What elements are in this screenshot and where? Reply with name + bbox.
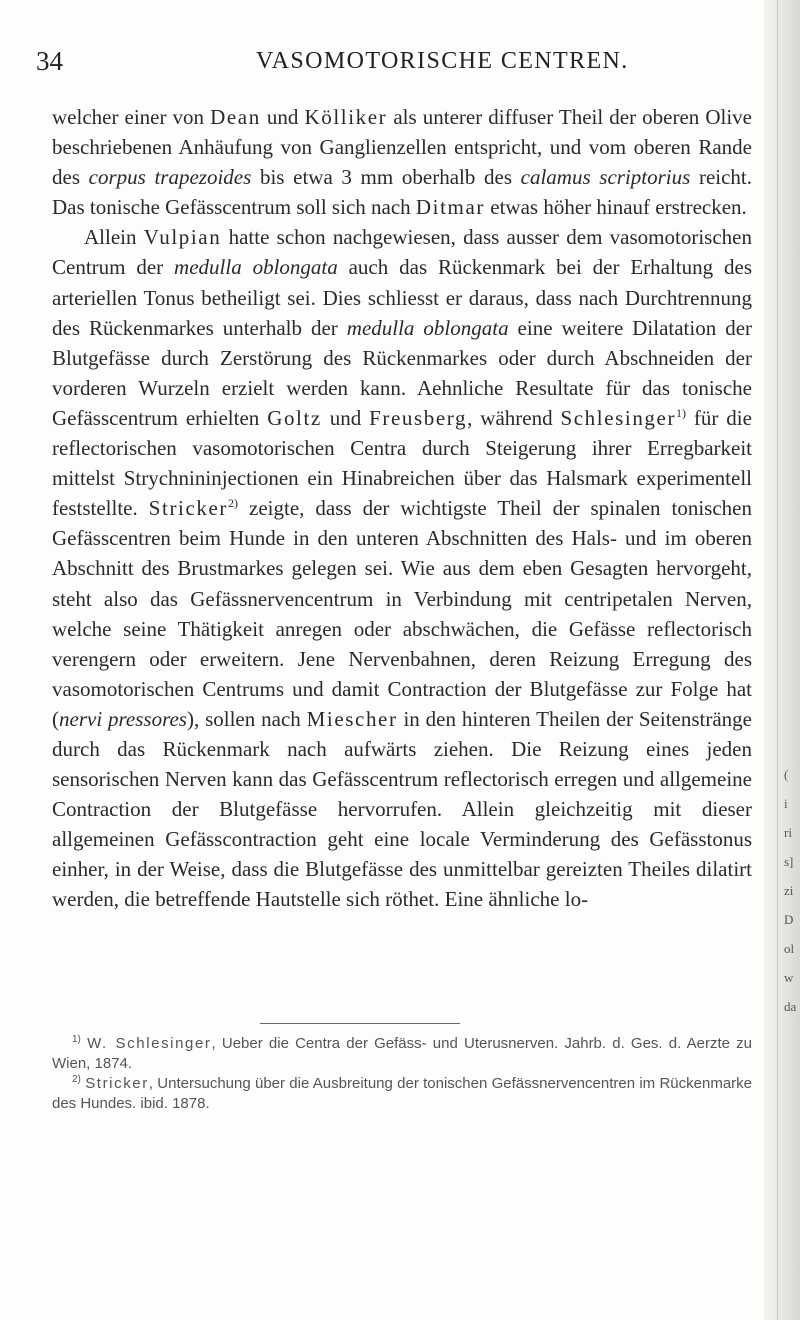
text-run: zeigte, dass der wichtigste Theil der spinalen tonischen Gefässcentren beim Hunde in den unteren Abschnitten des Hals- und im oberen Abschnitt des Brustmarkes gelegen sei. Wie aus dem eben Gesagten hervorgeht, steht also das Gefässnervencentrum in Verbindung mit centripetalen Nerven, welche seine Thätigkeit anregen oder abschwächen, die Gefässe reflectorisch verengern oder erweitern. Jene Nervenbahnen, deren Reizung Erregung des vasomotorischen Centrums und damit Contraction der Blutgefässe zur Folge hat ( (52, 496, 752, 731)
margin-fragment: w (784, 970, 794, 985)
footnote-2 (52, 1074, 752, 1114)
author-name: Dean (210, 105, 261, 129)
footnote-ref[interactable]: 2) (228, 496, 239, 511)
text-run: und (321, 405, 370, 430)
margin-fragment: da (784, 999, 797, 1014)
text-run: als unterer diffuser Theil der oberen Olive beschriebenen Anhäufung von Ganglienzellen entspricht, und vom oberen Rande des (52, 105, 752, 190)
text-run: etwas höher hinauf erstrecken. (485, 195, 747, 220)
text-run: reicht. Das tonische Gefässcentrum soll sich nach (52, 165, 752, 220)
facing-page-edge (764, 0, 800, 1320)
footnote-mark: 1) (72, 1034, 81, 1045)
margin-fragment: i (784, 796, 788, 811)
latin-term: calamus scriptorius (520, 165, 691, 190)
text-run: hatte schon nachgewiesen, dass ausser dem vasomotorischen Centrum der (52, 225, 752, 280)
page-header (36, 46, 752, 86)
page-gutter-line (777, 0, 778, 1320)
latin-term: medulla oblongata (174, 255, 338, 280)
text-run: eine weitere Dilatation der Blutgefässe durch Zerstörung des Rückenmarkes oder durch Abschneiden der vorderen Wurzeln erzielt werden kann. Aehnliche Resultate für das tonische Gefässcentrum erhielten (52, 315, 753, 430)
author-name: Schlesinger (560, 405, 677, 430)
margin-fragment: zi (784, 883, 794, 898)
text-run: Allein (84, 225, 144, 250)
body-text (52, 102, 752, 915)
text-run: für die reflectorischen vasomotorischen Centra durch Steigerung ihrer Erregbarkeit mittelst Strychnininjectionen ein Hinabreichen über das Halsmark experimentell feststellte. (52, 405, 752, 521)
footnote-rule (260, 1023, 460, 1024)
margin-fragment: ri (784, 825, 792, 840)
latin-term: medulla oblongata (346, 315, 509, 340)
text-run: ), sollen nach (186, 706, 307, 731)
margin-fragment: ol (784, 941, 795, 956)
page-number: 34 (36, 46, 63, 76)
footnote-text: , Untersuchung über die Ausbreitung der tonischen Gefässnervencentren im Rückenmarke des Hundes. ibid. 1878. (52, 1075, 752, 1112)
running-title: VASOMOTORISCHE CENTREN. (256, 48, 629, 74)
latin-term: nervi pressores (59, 706, 187, 731)
text-run: und (260, 105, 305, 129)
author-name: Vulpian (143, 225, 222, 250)
author-name: Goltz (267, 405, 322, 430)
margin-fragment: D (784, 912, 794, 927)
margin-fragment: ( (784, 767, 789, 782)
author-name: Miescher (306, 706, 398, 731)
author-name: Stricker (85, 1075, 149, 1092)
footnote-1 (52, 1034, 752, 1074)
margin-fragment: s] (784, 854, 794, 869)
text-run: welcher einer von (52, 105, 211, 129)
footnote-ref[interactable]: 1) (676, 405, 687, 420)
author-name: W. Schlesinger (87, 1035, 212, 1052)
author-name: Kölliker (304, 105, 388, 129)
author-name: Stricker (148, 496, 229, 521)
author-name: Freusberg (369, 405, 468, 430)
text-run: , während (467, 405, 561, 430)
text-run: auch das Rückenmark bei der Erhaltung des arteriellen Tonus betheiligt sei. Dies schliesst er daraus, dass nach Durchtrennung des Rückenmarkes unterhalb der (52, 255, 753, 340)
latin-term: corpus trapezoides (88, 165, 252, 190)
text-run: in den hinteren Theilen der Seitenstränge durch das Rückenmark nach aufwärts ziehen. Die Reizung eines jeden sensorischen Nerven kann das Gefässcentrum reflectorisch erregen und allgemeine Contraction der Blutgefässe hervorrufen. Allein gleichzeitig mit dieser allgemeinen Gefässcontraction geht eine locale Verminderung des Gefässtonus einher, in der Weise, dass die Blutgefässe des unmittelbar gereizten Theiles dilatirt werden, die betreffende Hautstelle sich röthet. Eine ähnliche lo- (52, 706, 752, 912)
facing-page-text-fragments (784, 760, 798, 1021)
footnote-mark: 2) (72, 1074, 81, 1085)
paragraph-2 (52, 222, 752, 914)
text-run: bis etwa 3 mm oberhalb des (251, 165, 521, 190)
footnotes (52, 1034, 752, 1114)
paragraph-1 (52, 102, 752, 222)
footnote-text: , Ueber die Centra der Gefäss- und Uterusnerven. Jahrb. d. Ges. d. Aerzte zu Wien, 1874. (52, 1035, 752, 1072)
author-name: Ditmar (415, 195, 485, 220)
